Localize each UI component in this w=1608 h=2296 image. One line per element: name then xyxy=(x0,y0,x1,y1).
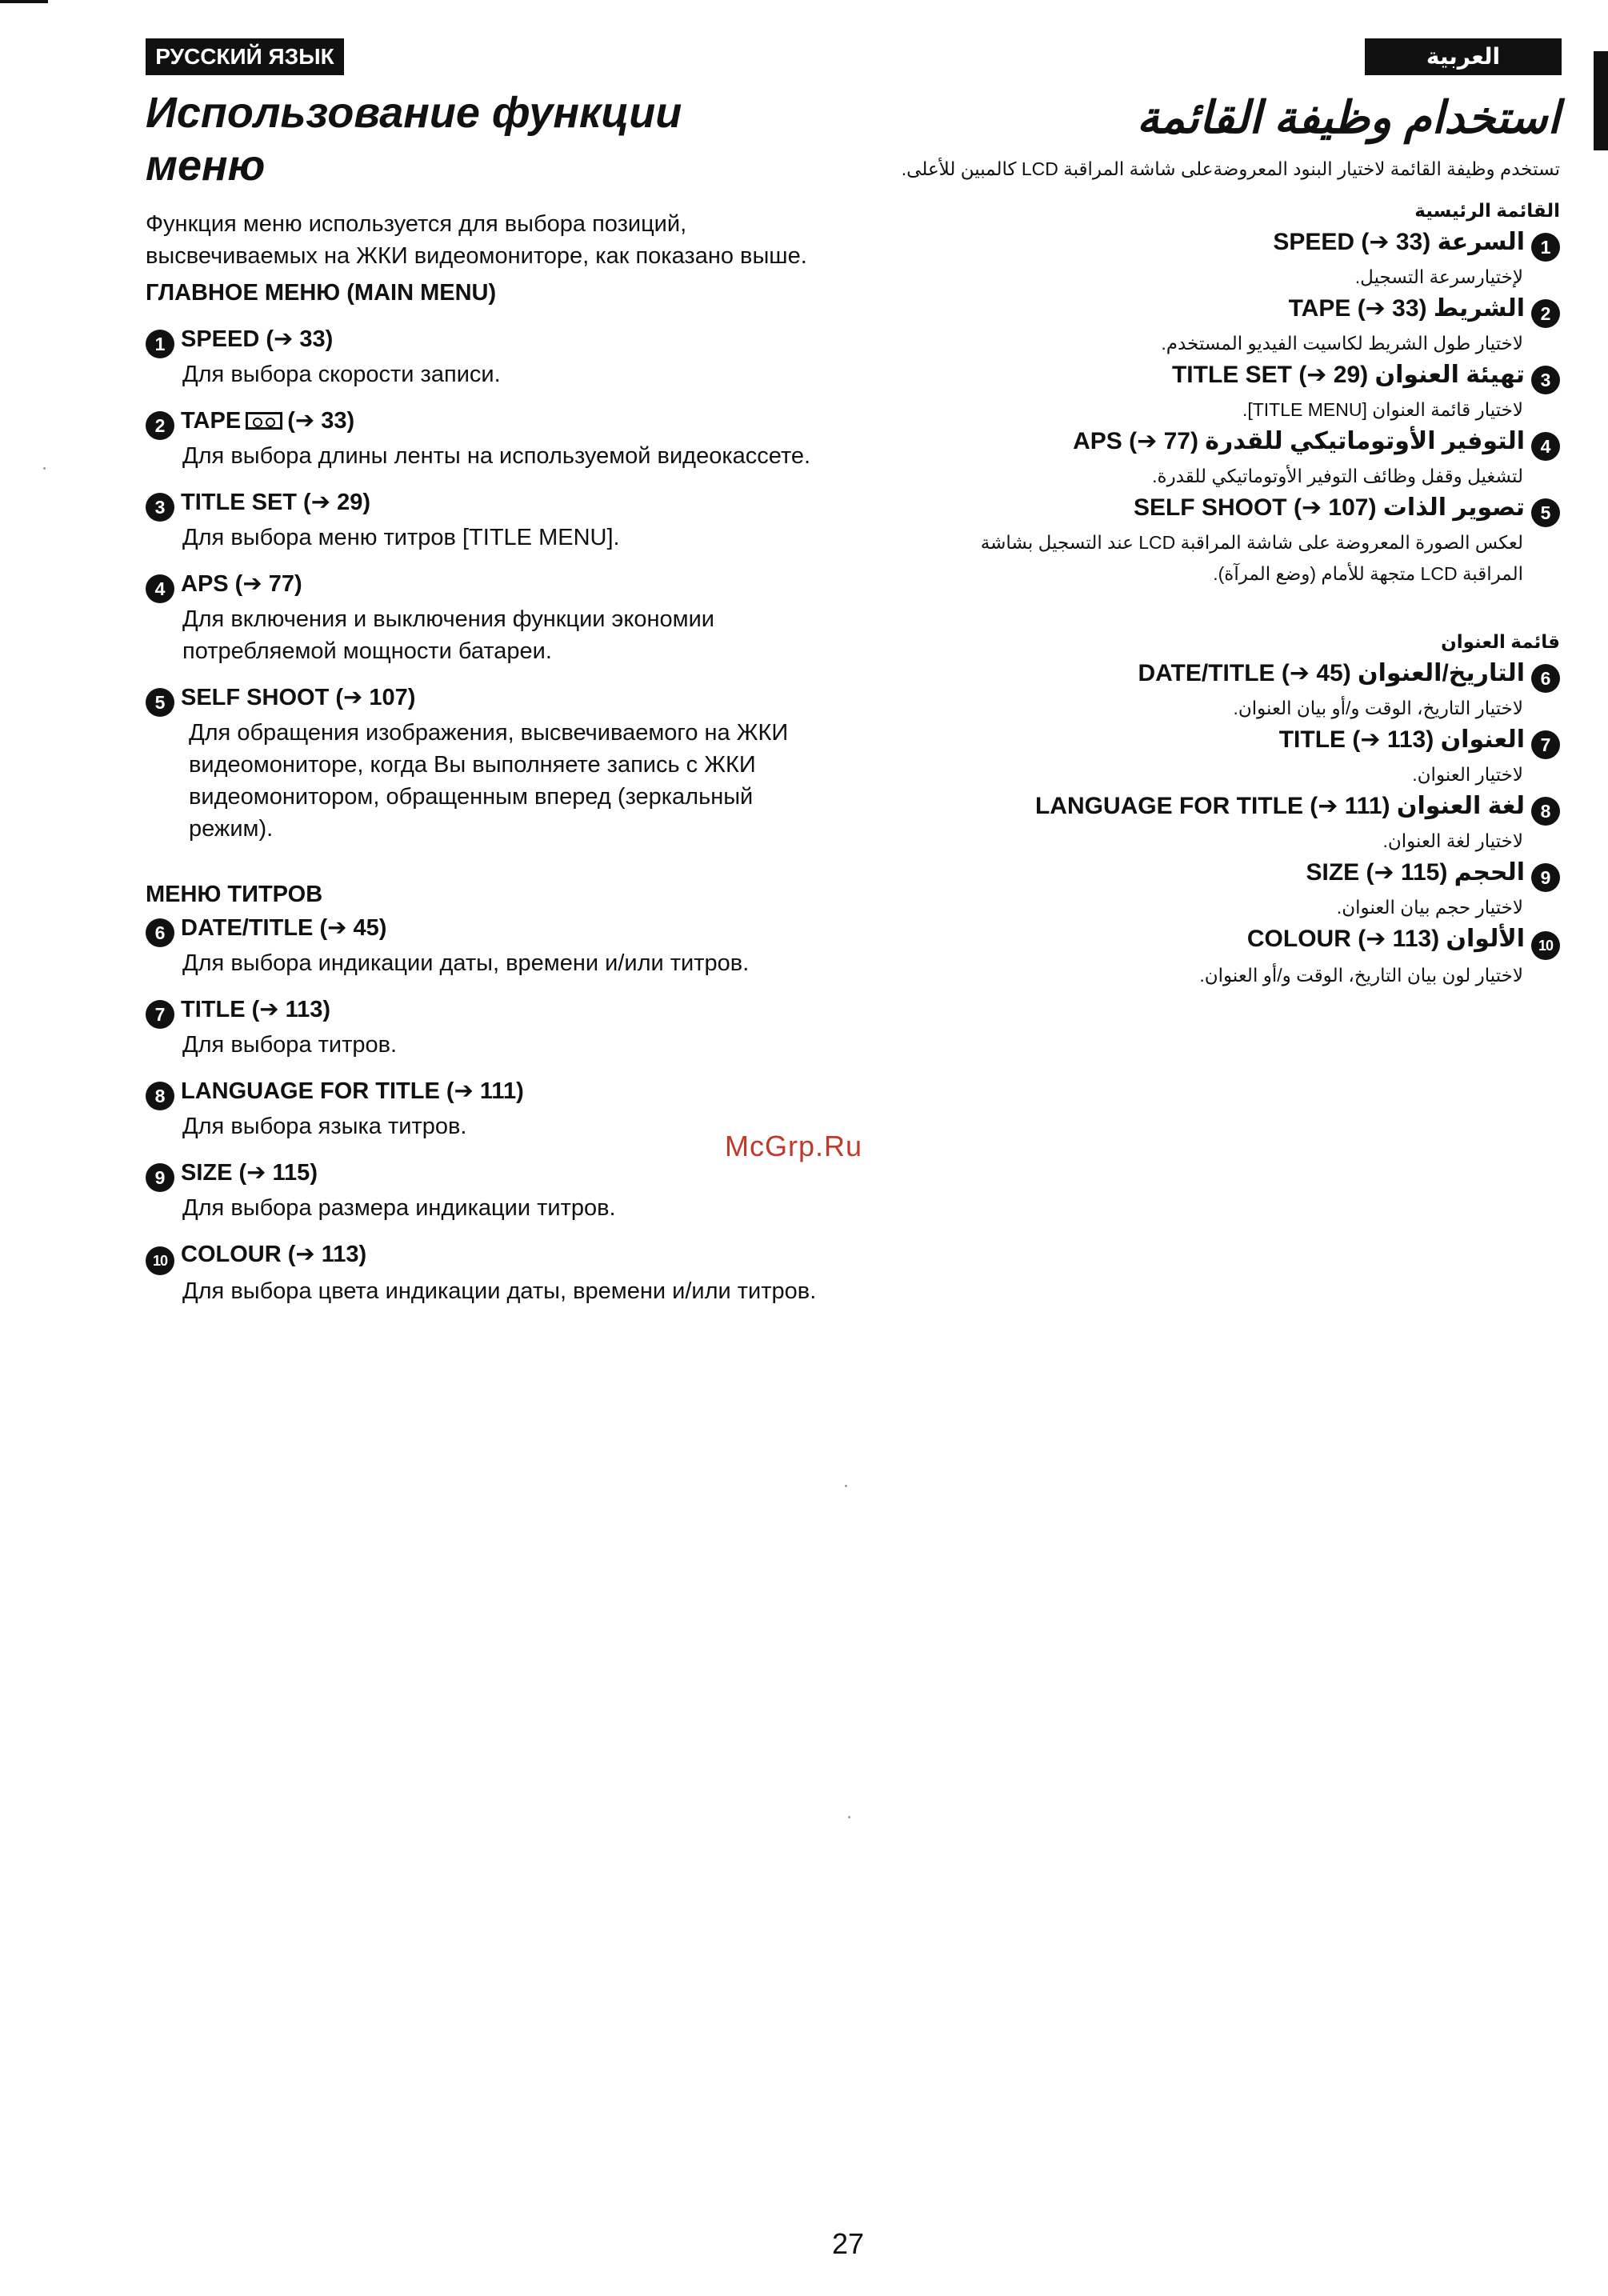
item-number-badge: 4 xyxy=(1531,432,1560,461)
item-label: SPEED (➔ 33) xyxy=(181,326,334,352)
item-number-badge: 4 xyxy=(146,574,174,603)
page-corner-mark xyxy=(0,0,48,3)
item-number-badge: 9 xyxy=(1531,863,1560,892)
item-number-badge: 2 xyxy=(1531,299,1560,328)
arabic-item-colour xyxy=(920,923,1560,960)
item-label: التاريخ/العنوان DATE/TITLE (➔ 45) xyxy=(1138,660,1525,686)
item-label: تصوير الذات SELF SHOOT (➔ 107) xyxy=(1133,494,1525,521)
menu-item-colour xyxy=(146,1238,834,1307)
item-number-badge: 6 xyxy=(1531,664,1560,693)
item-description: Для выбора длины ленты на используемой видеокассете. xyxy=(182,443,811,469)
item-description: Для выбора языка титров. xyxy=(182,1114,467,1139)
arabic-item-aps xyxy=(920,426,1560,461)
menu-item-title-set xyxy=(146,486,834,554)
item-number-badge: 8 xyxy=(1531,797,1560,826)
title-menu-heading: МЕНЮ ТИТРОВ xyxy=(146,882,323,907)
item-description: Для выбора цвета индикации даты, времени и/или титров. xyxy=(182,1278,817,1304)
item-description: Для выбора размера индикации титров. xyxy=(182,1195,616,1221)
language-tab-russian: РУССКИЙ ЯЗЫК xyxy=(146,38,344,75)
arabic-item-speed xyxy=(920,226,1560,262)
page-number: 27 xyxy=(831,2227,865,2260)
item-label-ref: (➔ 33) xyxy=(287,408,355,434)
arabic-item-size xyxy=(920,857,1560,892)
item-label: SIZE (➔ 115) xyxy=(181,1160,318,1186)
item-description: Для выбора скорости записи. xyxy=(182,362,501,387)
main-menu-heading: ГЛАВНОЕ МЕНЮ (MAIN MENU) xyxy=(146,280,497,306)
arabic-item-self-shoot xyxy=(920,492,1560,527)
item-number-badge: 2 xyxy=(146,411,174,440)
item-number-badge: 9 xyxy=(146,1163,174,1192)
item-label: التوفير الأوتوماتيكي للقدرة APS (➔ 77) xyxy=(1073,428,1525,454)
arabic-item-title-set xyxy=(920,359,1560,394)
item-label: العنوان TITLE (➔ 113) xyxy=(1278,726,1525,753)
menu-item-self-shoot xyxy=(146,682,834,845)
item-label: TITLE (➔ 113) xyxy=(181,997,331,1022)
item-number-badge: 10 xyxy=(146,1246,174,1275)
item-number-badge: 3 xyxy=(146,493,174,522)
item-description: لاختيار لون بيان التاريخ، الوقت و/أو العنوان. xyxy=(1199,965,1523,986)
item-number-badge: 7 xyxy=(1531,730,1560,759)
tape-cassette-icon xyxy=(246,412,282,430)
item-label: الشريط TAPE (➔ 33) xyxy=(1288,295,1525,322)
item-label: لغة العنوان LANGUAGE FOR TITLE (➔ 111) xyxy=(1034,793,1525,819)
item-label: الألوان COLOUR (➔ 113) xyxy=(1246,926,1525,952)
item-label: SELF SHOOT (➔ 107) xyxy=(181,685,416,710)
item-description: لاختيار طول الشريط لكاسيت الفيديو المستخدم. xyxy=(1161,333,1523,354)
item-number-badge: 1 xyxy=(146,330,174,358)
item-description: لاختيار التاريخ، الوقت و/أو بيان العنوان. xyxy=(1233,698,1523,718)
menu-item-speed xyxy=(146,323,834,390)
page-title-arabic: استخدام وظيفة القائمة xyxy=(1136,92,1560,142)
item-description: لاختيار لغة العنوان. xyxy=(1382,830,1523,851)
arabic-item-language-for-title xyxy=(920,790,1560,826)
language-tab-arabic: العربية xyxy=(1365,38,1562,75)
item-description: Для выбора индикации даты, времени и/или титров. xyxy=(182,950,750,976)
page-title-russian xyxy=(146,86,802,192)
item-number-badge: 8 xyxy=(146,1082,174,1110)
arabic-title-menu-heading: قائمة العنوان xyxy=(1441,631,1560,652)
scan-speck xyxy=(848,1816,850,1818)
menu-item-title xyxy=(146,994,834,1061)
item-label: الحجم SIZE (➔ 115) xyxy=(1306,859,1525,886)
arabic-column xyxy=(920,195,1560,991)
menu-item-aps xyxy=(146,568,834,667)
item-number-badge: 6 xyxy=(146,918,174,947)
item-label: تهيئة العنوان TITLE SET (➔ 29) xyxy=(1171,362,1525,388)
arabic-intro-text: تستخدم وظيفة القائمة لاختيار البنود المعروضةعلى شاشة المراقبة LCD كالمبين للأعلى. xyxy=(901,158,1560,179)
menu-item-size xyxy=(146,1157,834,1224)
item-description: Для выбора меню титров [TITLE MENU]. xyxy=(182,525,620,550)
title-line-2: меню xyxy=(146,142,266,190)
item-number-badge: 3 xyxy=(1531,366,1560,394)
item-number-badge: 1 xyxy=(1531,233,1560,262)
item-description: لاختيار قائمة العنوان [TITLE MENU]. xyxy=(1242,399,1523,420)
item-description: Для обращения изображения, высвечиваемого на ЖКИ видеомониторе, когда Вы выполняете запись с ЖКИ видеомонитором, обращенным вперед (зеркальный режим). xyxy=(189,720,789,842)
scan-speck xyxy=(845,1485,847,1487)
item-label: APS (➔ 77) xyxy=(181,571,302,597)
page-edge-tab xyxy=(1594,51,1608,150)
item-label: TAPE xyxy=(181,408,242,434)
item-number-badge: 5 xyxy=(1531,498,1560,527)
arabic-item-date-title xyxy=(920,658,1560,693)
title-line-1: Использование функции xyxy=(146,89,682,137)
arabic-item-tape xyxy=(920,293,1560,328)
watermark-text: McGrp.Ru xyxy=(725,1130,863,1162)
item-description: لاختيار حجم بيان العنوان. xyxy=(1336,897,1523,918)
item-description: لإختيارسرعة التسجيل. xyxy=(1354,266,1523,287)
item-number-badge: 5 xyxy=(146,688,174,717)
scan-speck xyxy=(43,467,46,470)
item-number-badge: 10 xyxy=(1531,931,1560,960)
item-label: TITLE SET (➔ 29) xyxy=(181,490,370,515)
item-description: لعكس الصورة المعروضة على شاشة المراقبة LCD عند التسجيل بشاشة المراقبة LCD متجهة للأمام (وضع المرآة). xyxy=(980,532,1523,584)
item-description: لتشغيل وقفل وظائف التوفير الأوتوماتيكي للقدرة. xyxy=(1152,466,1523,486)
item-label: LANGUAGE FOR TITLE (➔ 111) xyxy=(181,1078,524,1104)
item-description: Для выбора титров. xyxy=(182,1032,398,1058)
item-number-badge: 7 xyxy=(146,1000,174,1029)
item-label: السرعة SPEED (➔ 33) xyxy=(1273,229,1525,255)
intro-text: Функция меню используется для выбора позиций, высвечиваемых на ЖКИ видеомониторе, как показано выше. xyxy=(146,211,807,269)
arabic-main-menu-heading: القائمة الرئيسية xyxy=(1414,200,1560,221)
arabic-item-title xyxy=(920,724,1560,759)
menu-item-tape xyxy=(146,405,834,472)
item-label: DATE/TITLE (➔ 45) xyxy=(181,915,387,941)
item-description: Для включения и выключения функции экономии потребляемой мощности батареи. xyxy=(182,606,714,664)
item-description: لاختيار العنوان. xyxy=(1412,764,1523,785)
item-label: COLOUR (➔ 113) xyxy=(181,1242,367,1267)
menu-item-date-title xyxy=(146,912,834,979)
